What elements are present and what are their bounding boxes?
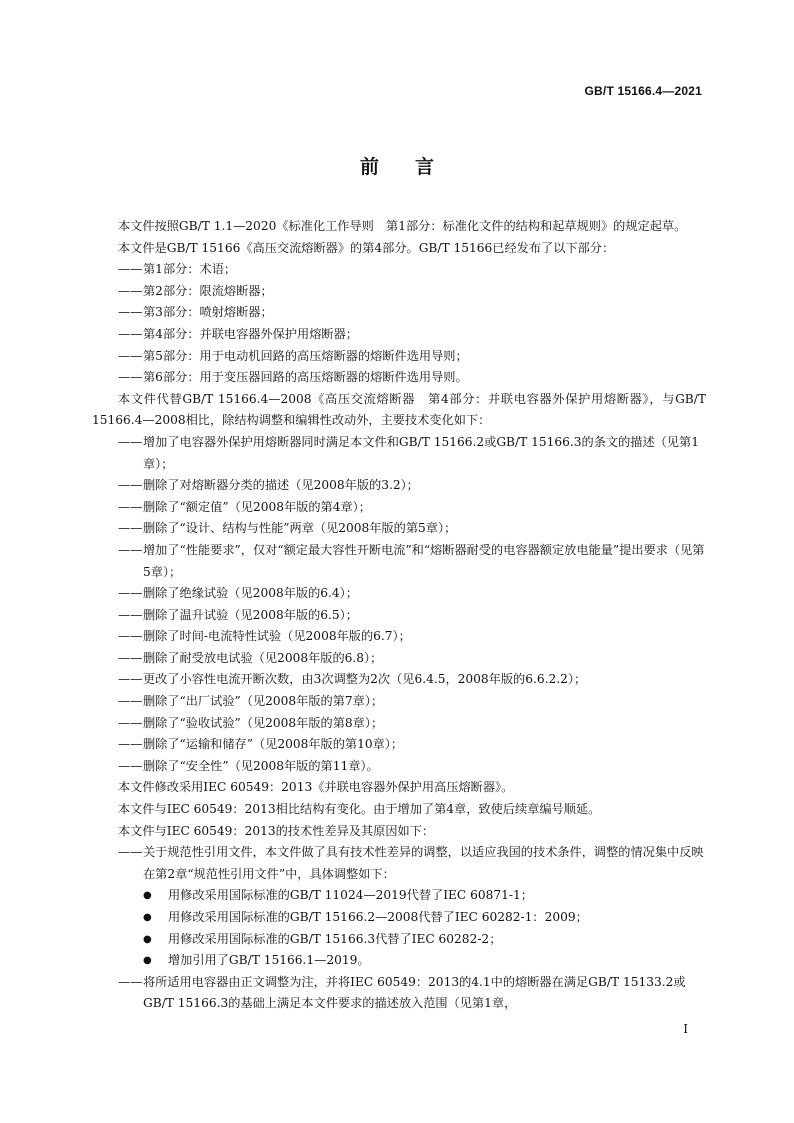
dash-list-item [92, 972, 706, 1015]
dash-marker-icon: —— [118, 737, 143, 752]
dash-marker-icon: —— [118, 283, 143, 298]
list-item-text: 第4部分：并联电容器外保护用熔断器； [143, 326, 358, 341]
dash-list-item [92, 281, 706, 303]
list-item-text: 删除了“验收试验”（见2008年版的第8章）； [143, 715, 384, 730]
bullet-icon: ● [143, 912, 152, 923]
dash-marker-icon: —— [118, 348, 143, 363]
dash-marker-icon: —— [118, 650, 143, 665]
dash-marker-icon: —— [118, 499, 143, 514]
dash-marker-icon: —— [118, 694, 143, 709]
bullet-icon: ● [143, 890, 152, 902]
list-item-text: 关于规范性引用文件，本文件做了具有技术性差异的调整，以适应我国的技术条件，调整的情况集中反映在第2章“规范性引用文件”中，具体调整如下： [143, 845, 704, 881]
dash-list-item [92, 583, 706, 605]
page-title: 前言 [359, 156, 470, 178]
dash-list-item [92, 302, 706, 324]
bullet-list-item [92, 950, 706, 972]
bullet-list-item [92, 907, 706, 929]
paragraph: 本文件与IEC 60549：2013的技术性差异及其原因如下： [118, 823, 435, 838]
paragraph: 本文件与IEC 60549：2013相比结构有变化。由于增加了第4章，致使后续章编号顺延。 [118, 802, 601, 817]
paragraph: 本文件按照GB/T 1.1—2020《标准化工作导则 第1部分：标准化文件的结构和起草规则》的规定起草。 [118, 219, 687, 233]
list-item-text: 第3部分：喷射熔断器； [143, 305, 273, 320]
list-item-text: 第2部分：限流熔断器； [143, 283, 273, 298]
list-item-text: 用修改采用国际标准的GB/T 11024—2019代替了IEC 60871-1； [168, 888, 533, 903]
list-item-text: 将所适用电容器由正文调整为注，并将IEC 60549：2013的4.1中的熔断器在满足GB/T 15133.2或GB/T 15166.3的基础上满足本文件要求的描述放入范围（见第1章， [143, 974, 686, 1011]
dash-list-item [92, 432, 706, 475]
dash-marker-icon: —— [118, 326, 143, 341]
dash-list-item [92, 756, 706, 778]
list-item-text: 第1部分：术语； [143, 262, 237, 277]
dash-list-item [92, 259, 706, 281]
list-item-text: 增加引用了GB/T 15166.1—2019。 [168, 953, 370, 968]
list-item-text: 用修改采用国际标准的GB/T 15166.3代替了IEC 60282-2； [168, 931, 502, 946]
dash-list-item [92, 734, 706, 756]
dash-marker-icon: —— [118, 758, 143, 773]
list-item-text: 增加了电容器外保护用熔断器同时满足本文件和GB/T 15166.2或GB/T 15166.3的条文的描述（见第1章）； [143, 434, 699, 471]
dash-list-item [92, 669, 706, 691]
list-item-text: 增加了“性能要求”，仅对“额定最大容性开断电流”和“熔断器耐受的电容器额定放电能量”提出要求（见第5章）； [143, 542, 705, 579]
list-item-text: 删除了“额定值”（见2008年版的第4章）； [143, 499, 371, 514]
dash-list-item [92, 475, 706, 497]
list-item-text: 删除了对熔断器分类的描述（见2008年版的3.2）； [143, 478, 419, 493]
dash-list-item [92, 605, 706, 627]
page-number: I [683, 1022, 688, 1036]
paragraph: 本文件修改采用IEC 60549：2013《并联电容器外保护用高压熔断器》。 [118, 780, 514, 795]
dash-marker-icon: —— [118, 305, 143, 320]
list-item-text: 删除了耐受放电试验（见2008年版的6.8）； [143, 650, 383, 665]
list-item-text: 删除了绝缘试验（见2008年版的6.4）； [143, 586, 358, 601]
dash-marker-icon: —— [118, 521, 143, 536]
dash-marker-icon: —— [118, 607, 143, 622]
dash-list-item [92, 367, 706, 389]
list-item-text: 第6部分：用于变压器回路的高压熔断器的熔断件选用导则。 [143, 370, 468, 385]
dash-list-item [92, 324, 706, 346]
dash-list-item [92, 713, 706, 735]
dash-list-item [92, 346, 706, 368]
paragraph: 本文件是GB/T 15166《高压交流熔断器》的第4部分。GB/T 15166已经发布了以下部分： [118, 240, 615, 255]
bullet-list-item [92, 885, 706, 907]
dash-list-item [92, 497, 706, 519]
dash-marker-icon: —— [118, 434, 143, 449]
bullet-icon: ● [143, 955, 152, 967]
dash-list-item [92, 626, 706, 648]
dash-marker-icon: —— [118, 586, 143, 601]
dash-marker-icon: —— [118, 629, 143, 644]
dash-marker-icon: —— [118, 672, 143, 687]
standard-code: GB/T 15166.4—2021 [584, 84, 702, 98]
list-item-text: 删除了温升试验（见2008年版的6.5）； [143, 607, 358, 622]
bullet-icon: ● [143, 933, 152, 945]
list-item-text: 删除了时间-电流特性试验（见2008年版的6.7）； [143, 629, 411, 644]
dash-list-item [92, 540, 706, 583]
document-body [92, 216, 706, 1015]
list-item-text: 更改了小容性电流开断次数，由3次调整为2次（见6.4.5，2008年版的6.6.2.2）； [143, 672, 587, 687]
dash-marker-icon: —— [118, 478, 143, 493]
list-item-text: 删除了“安全性”（见2008年版的第11章）。 [143, 758, 379, 773]
dash-list-item [92, 842, 706, 885]
list-item-text: 第5部分：用于电动机回路的高压熔断器的熔断件选用导则； [143, 348, 468, 363]
dash-marker-icon: —— [118, 370, 143, 385]
list-item-text: 用修改采用国际标准的GB/T 15166.2—2008代替了IEC 60282-1：2009； [168, 910, 588, 924]
list-item-text: 删除了“运输和储存”（见2008年版的第10章）； [143, 737, 404, 752]
dash-marker-icon: —— [118, 974, 143, 989]
list-item-text: 删除了“出厂试验”（见2008年版的第7章）； [143, 694, 384, 709]
dash-list-item [92, 518, 706, 540]
dash-marker-icon: —— [118, 542, 143, 557]
dash-marker-icon: —— [118, 715, 143, 730]
list-item-text: 删除了“设计、结构与性能”两章（见2008年版的第5章）； [143, 521, 457, 536]
paragraph: 本文件代替GB/T 15166.4—2008《高压交流熔断器 第4部分：并联电容器外保护用熔断器》，与GB/T 15166.4—2008相比，除结构调整和编辑性改动外，主要技术变化如下： [92, 391, 706, 428]
dash-list-item [92, 691, 706, 713]
dash-marker-icon: —— [118, 845, 143, 860]
dash-marker-icon: —— [118, 262, 143, 277]
dash-list-item [92, 648, 706, 670]
bullet-list-item [92, 929, 706, 951]
